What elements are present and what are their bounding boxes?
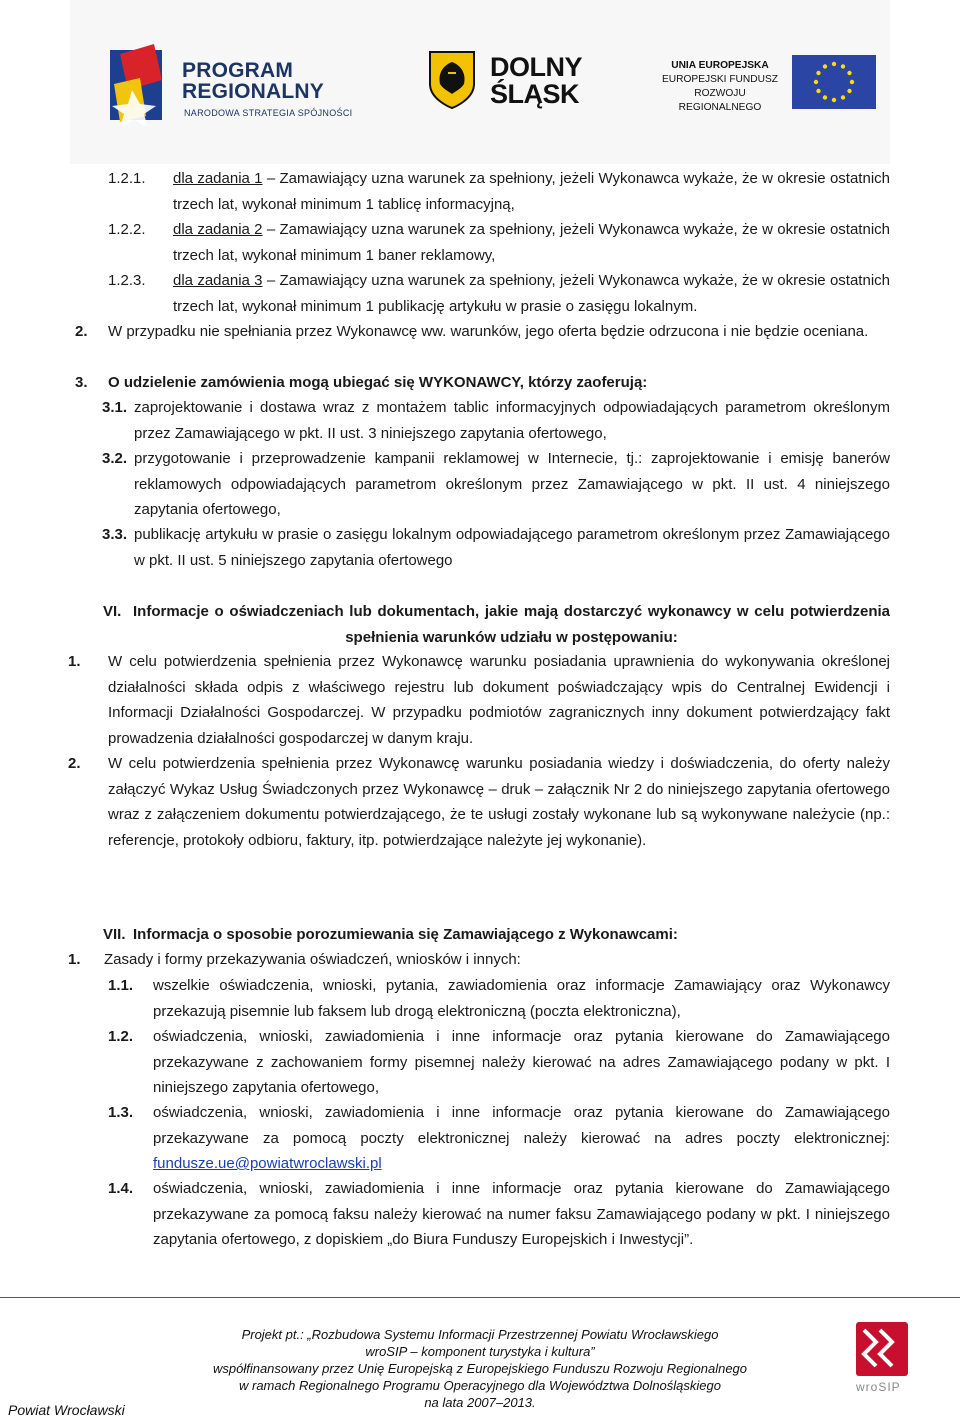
- item-32-text: przygotowanie i przeprowadzenie kampanii reklamowej w Internecie, tj.: zaprojektowanie i emisję banerów reklamowych odpowiadających parametrom określonym przez Zamawiającego w pkt. II ust. 4 niniejszego zapytania ofertowego,: [134, 450, 890, 518]
- wrosip-emblem-icon: [852, 1320, 912, 1378]
- task-1-label: dla zadania 1: [173, 170, 263, 187]
- section-vii-title: Informacja o sposobie porozumiewania się Zamawiającego z Wykonawcami:: [133, 926, 678, 943]
- footer-line: na lata 2007–2013.: [424, 1395, 536, 1410]
- section-121-text: [173, 166, 890, 217]
- item-33-text: publikację artykułu w prasie o zasięgu lokalnym odpowiadającego parametrom określonym przez Zamawiającego w pkt. II ust. 5 niniejszego zapytania ofertowego: [134, 526, 890, 569]
- item-number: 1.3.: [108, 1104, 134, 1121]
- section-vii-number: VII.: [103, 926, 126, 943]
- section-vii-sub-13: [153, 1100, 890, 1177]
- section-122-text: [173, 217, 890, 268]
- footer-line: współfinansowany przez Unię Europejską z Europejskiego Funduszu Rozwoju Regionalnego: [212, 1361, 748, 1376]
- item-number: 2.: [68, 755, 81, 772]
- footer-divider: [0, 1297, 960, 1298]
- section-vii-sub-12: oświadczenia, wnioski, zawiadomienia i inne informacje oraz pytania kierowane do Zamawiającego przekazywane z zachowaniem formy pisemnej należy kierować na adres Zamawiającego podany w pkt. I niniejszego zapytania ofertowego,: [153, 1028, 890, 1096]
- item-number: 3.1.: [102, 399, 128, 416]
- section-121-body: – Zamawiający uzna warunek za spełniony, jeżeli Wykonawca wykaże, że w okresie ostatnich trzech lat, wykonał minimum 1 tablicę informacyjną,: [173, 170, 890, 213]
- item-number: 1.2.1.: [108, 170, 146, 187]
- dolny-slask-title: DOLNY ŚLĄSK: [490, 52, 582, 109]
- section-123-body: – Zamawiający uzna warunek za spełniony, jeżeli Wykonawca wykaże, że w okresie ostatnich trzech lat, wykonał minimum 1 publikację artykułu w prasie o zasięgu lokalnym.: [173, 272, 890, 315]
- item-number: 1.: [68, 951, 81, 968]
- section-vii-sub-11: wszelkie oświadczenia, wnioski, pytania, zawiadomienia oraz informacje Zamawiający oraz Wykonawcy przekazują pisemnie lub faksem lub drogą elektroniczną (poczta elektroniczna),: [153, 977, 890, 1020]
- section-vi-title: Informacje o oświadczeniach lub dokumentach, jakie mają dostarczyć wykonawcy w celu potwierdzenia spełnienia warunków udziału w postępowaniu:: [133, 603, 890, 646]
- sub-13-body: oświadczenia, wnioski, zawiadomienia i inne informacje oraz pytania kierowane do Zamawiającego przekazywane za pomocą poczty elektronicznej należy kierować na adres poczty elektronicznej:: [153, 1104, 890, 1147]
- item-number: 1.2.3.: [108, 272, 146, 289]
- item-number: 3.2.: [102, 450, 128, 467]
- dolny-slask-logo: [428, 50, 603, 116]
- item-number: 3.3.: [102, 526, 128, 543]
- section-123-text: [173, 268, 890, 319]
- task-2-label: dla zadania 2: [173, 221, 263, 238]
- program-regionalny-subtitle: NARODOWA STRATEGIA SPÓJNOŚCI: [184, 108, 353, 118]
- footer-project-info: [150, 1326, 810, 1411]
- program-regionalny-title: PROGRAM REGIONALNY: [182, 59, 325, 103]
- item-number: 1.4.: [108, 1180, 134, 1197]
- item-number: 1.: [68, 653, 81, 670]
- section-122-body: – Zamawiający uzna warunek za spełniony, jeżeli Wykonawca wykaże, że w okresie ostatnich trzech lat, wykonał minimum 1 baner reklamowy,: [173, 221, 890, 264]
- eu-logo: [652, 55, 882, 113]
- wrosip-logo: [852, 1320, 922, 1400]
- item-number: 2.: [75, 323, 88, 340]
- wrosip-label: wroSIP: [856, 1380, 901, 1394]
- item-number: 1.2.: [108, 1028, 134, 1045]
- footer-line: w ramach Regionalnego Programu Operacyjnego dla Województwa Dolnośląskiego: [239, 1378, 721, 1393]
- item-number: 1.1.: [108, 977, 134, 994]
- section-vi-item-2: W celu potwierdzenia spełnienia przez Wykonawcę warunku posiadania wiedzy i doświadczenia, do oferty należy załączyć Wykaz Usług Świadczonych przez Wykonawcę – druk – załącznik Nr 2 do niniejszego zapytania ofertowego wraz z załączeniem dokumentu potwierdzającego, że te usługi zostały wykonane lub są wykonywane należycie (np.: referencje, protokoły odbioru, faktury, itp. potwierdzające należyte jej wykonanie).: [108, 755, 890, 849]
- coat-of-arms-icon: [428, 50, 476, 110]
- section-vii-sub-14: oświadczenia, wnioski, zawiadomienia i inne informacje oraz pytania kierowane do Zamawiającego przekazywane za pomocą faksu należy kierować na numer faksu Zamawiającego podany w pkt. I niniejszego zapytania ofertowego, z dopiskiem „do Biura Funduszy Europejskich i Inwestycji”.: [153, 1180, 890, 1248]
- task-3-label: dla zadania 3: [173, 272, 263, 289]
- email-link[interactable]: fundusze.ue@powiatwroclawski.pl: [153, 1155, 382, 1172]
- program-regionalny-emblem-icon: [110, 40, 180, 126]
- item-number: 1.2.2.: [108, 221, 146, 238]
- item-number: 3.: [75, 374, 88, 391]
- eu-fund-text: UNIA EUROPEJSKA EUROPEJSKI FUNDUSZ ROZWOJU REGIONALNEGO: [661, 60, 779, 113]
- footer-line: wroSIP – komponent turystyka i kultura”: [365, 1344, 595, 1359]
- section-vi-number: VI.: [103, 603, 122, 620]
- item-31-text: zaprojektowanie i dostawa wraz z montażem tablic informacyjnych odpowiadających parametrom określonym przez Zamawiającego w pkt. II ust. 3 niniejszego zapytania ofertowego,: [134, 399, 890, 442]
- item-2-text: W przypadku nie spełniania przez Wykonawcę ww. warunków, jego oferta będzie odrzucona i nie będzie oceniana.: [108, 323, 869, 340]
- footer-county-name: Powiat Wrocławski: [8, 1402, 125, 1418]
- item-3-text: O udzielenie zamówienia mogą ubiegać się WYKONAWCY, którzy zaoferują:: [108, 374, 648, 391]
- footer-line: Projekt pt.: „Rozbudowa Systemu Informacji Przestrzennej Powiatu Wrocławskiego: [241, 1327, 719, 1342]
- section-vii-item-1: Zasady i formy przekazywania oświadczeń, wniosków i innych:: [104, 951, 521, 968]
- program-regionalny-logo: [110, 40, 380, 126]
- section-vi-item-1: W celu potwierdzenia spełnienia przez Wykonawcę warunku posiadania uprawnienia do wykonywania określonej działalności składa odpis z właściwego rejestru lub dokument poświadczający wpis do Centralnej Ewidencji i Informacji Działalności Gospodarczej. W przypadku podmiotów zagranicznych inny dokument potwierdzający fakt prowadzenia działalności gospodarczej w danym kraju.: [108, 653, 890, 747]
- eu-flag-icon: [792, 55, 876, 109]
